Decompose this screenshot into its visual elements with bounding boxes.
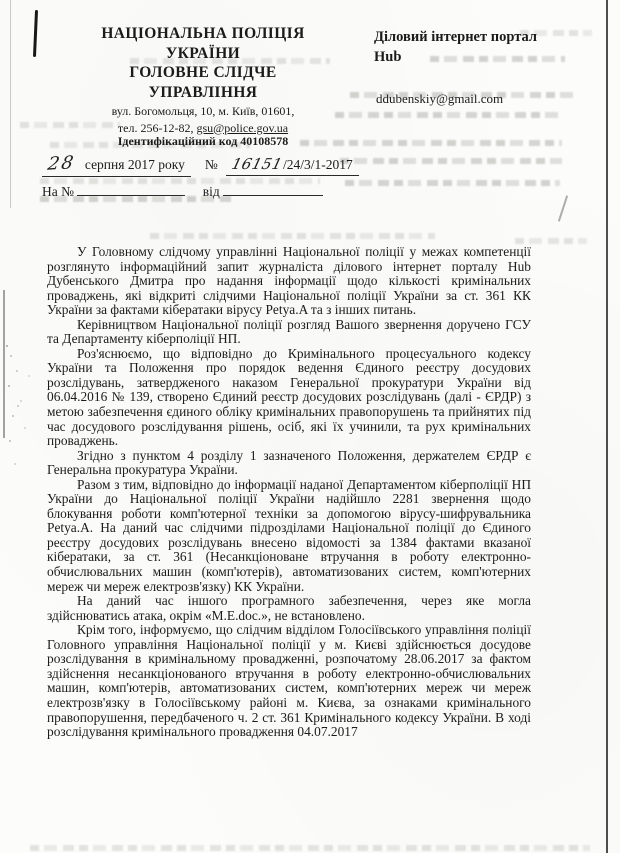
reply-date-blank [223,182,323,196]
handwritten-number: 16151 [229,155,285,173]
scan-edge-line-left [10,0,11,208]
paragraph-5: Разом з тим, відповідно до інформації наданої Департаментом кіберполіції НП України до Національної поліції України надійшло 2281 звернення щодо блокування роботи комп'ютерної техніки за допомогою вірусу-шифрувальника Petya.A. На даний час слідчими підрозділами Національної поліції до Єдиного реєстру досудових розслідувань внесено відомості за 1384 фактами вказаної кібератаки, за ст. 361 (Несанкціоноване втручання в роботу електронно-обчислювальних машин (комп'ютерів), автоматизованих систем, комп'ютерних мереж чи мереж електрозв'язку) КК України. [47,476,531,594]
sender-org-name-line3: ГОЛОВНЕ СЛІДЧЕ [129,64,277,81]
date-field [42,153,191,177]
bleed-through-artifact [30,845,590,851]
bleed-through-artifact [345,180,560,186]
paragraph-6: На даний час іншого програмного забезпечення, через яке могла здійснюватись атака, окрім «М.Е.doc.», не встановлено. [47,593,531,623]
reply-number-blank [77,182,185,196]
recipient-name-line1: Діловий інтернет портал [374,29,538,45]
outgoing-number-field [226,155,359,176]
paragraph-2: Керівництвом Національної поліції розгляд Вашого звернення доручено ГСУ та Департаменту кіберполіції НП. [47,316,531,347]
paragraph-7: Крім того, інформуємо, що слідчим відділом Голосіївського управління поліції Головного управління Національної поліції у м. Києві здійснюється досудове розслідування в кримінальному провадженні, розпочатому 28.06.2017 за фактом здійснення несанкціонованого втручання в роботу електронно-обчислювальних машин, комп'ютерів, автоматизованих систем, комп'ютерних мереж чи мереж електрозв'язку в Голосіївському районі м. Києва, за ознаками кримінального правопорушення, передбаченого ч. 2 ст. 361 Кримінального кодексу України. В ході розслідування кримінального провадження 04.07.2017 [47,622,531,740]
reply-label: На № [42,184,74,199]
date-printed: серпня 2017 року [84,157,185,172]
letter-body [47,245,531,740]
number-sign: № [204,157,218,172]
sender-email: gsu@police.gov.ua [196,120,289,135]
sender-org-name-line4: УПРАВЛІННЯ [148,83,258,101]
pen-mark [33,10,38,57]
bleed-through-artifact [340,158,562,164]
sender-id-code: Ідентифікаційний код 40108578 [117,134,289,149]
reply-reference-line [42,182,323,200]
sender-letterhead [66,24,340,149]
number-suffix: /24/3/1-2017 [282,157,353,172]
scan-edge-line-left-mid [3,290,5,438]
paragraph-4: Згідно з пунктом 4 розділу 1 зазначеного Положення, держателем ЄРДР є Генеральна прокуратура України. [47,447,531,478]
recipient-name-line2: Hub [374,49,402,65]
sender-org-name-line1: НАЦІОНАЛЬНА ПОЛІЦІЯ [101,25,305,42]
ref-number-line [42,153,359,177]
recipient-email: ddubenskiy@gmail.com [376,91,504,106]
bleed-through-artifact [335,112,560,118]
reply-from-label: від [202,184,220,199]
handwritten-day: 28 [46,152,77,175]
paragraph-1: У Головному слідчому управлінні Національної поліції у межах компетенції розглянуто інформаційний запит журналіста ділового інтернет порталу Hub Дубенського Дмитра про надання інформації щодо кількості кримінальних проваджень, які відкриті слідчими Національної поліції України за ст. 361 КК України за фактами кібератаки вірусу Petya.A та з інших питань. [47,244,531,318]
sender-phone-line [66,122,340,136]
scan-noise-speckles [6,345,8,347]
bleed-through-artifact [150,233,435,239]
scan-edge-line-right [606,0,608,853]
scan-smudge-diagonal [558,195,568,221]
sender-phone: тел. 256-12-82, [117,120,197,135]
sender-org-name-line2: УКРАЇНИ [165,44,241,62]
sender-address: вул. Богомольця, 10, м. Київ, 01601, [111,104,295,118]
recipient-block [374,27,604,106]
paragraph-3: Роз'яснюємо, що відповідно до Кримінального процесуального кодексу України та Положення про порядок ведення Єдиного реєстру досудових розслідувань, затвердженого наказом Генеральної прокуратури України від 06.04.2016 № 139, створено Єдиний реєстр досудових розслідувань (далі - ЄРДР) з метою забезпечення єдиного обліку кримінальних правопорушень та прийнятих під час досудового розслідування рішень, осіб, які їх учинили, та рух кримінальних проваджень. [47,345,531,449]
